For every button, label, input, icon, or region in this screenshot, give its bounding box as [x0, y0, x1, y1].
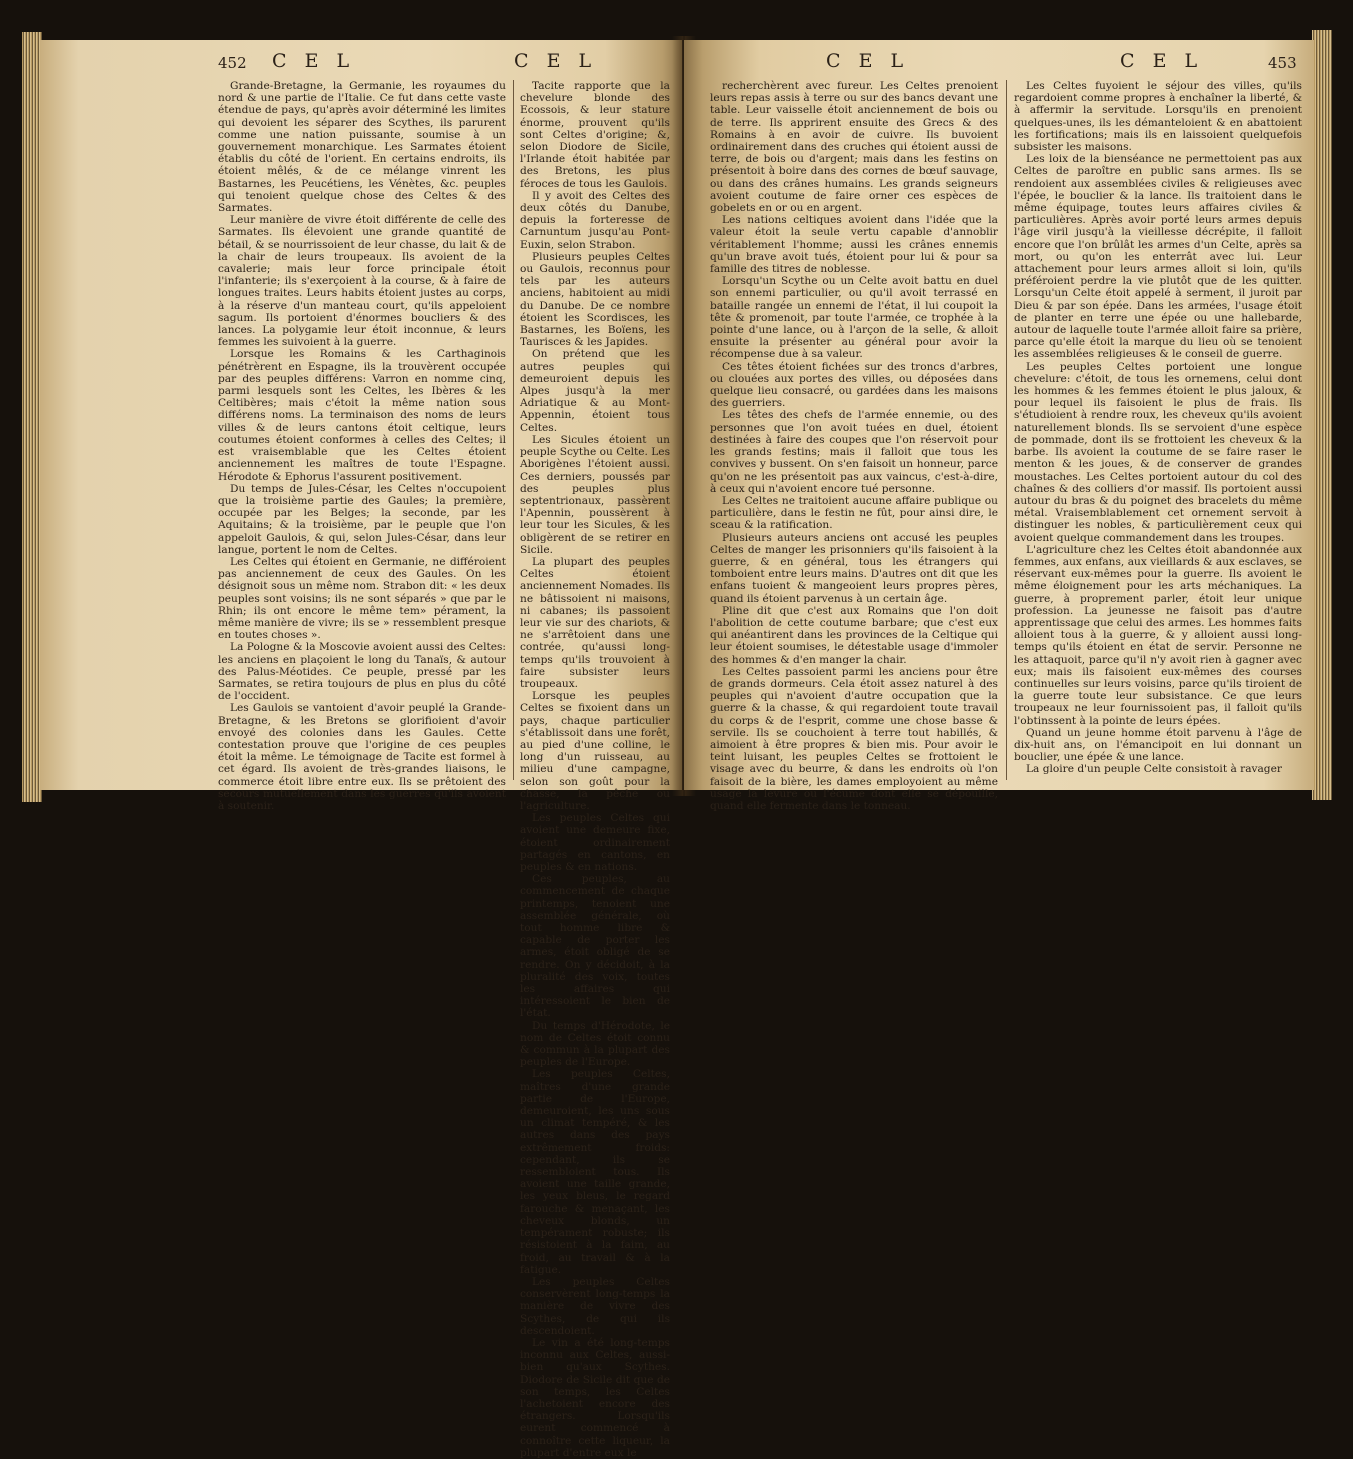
- left-page-column-2: [520, 80, 670, 1459]
- paragraph: Les têtes des chefs de l'armée ennemie, ou des personnes que l'on avoit tuées en duel, étoient destinées à faire des coupes que l'on réservoit pour les grands festins; mais il falloit que tous les convives y bussent. On s'en faisoit un honneur, parce qu'on ne les présentoit pas aux vaincus, c'est-à-dire, à ceux qui n'avoient encore tué personne.: [710, 409, 998, 495]
- page-number-left: 452: [218, 54, 247, 72]
- paragraph: Les Sicules étoient un peuple Scythe ou Celte. Les Aborigènes l'étoient aussi. Ces derniers, poussés par des peuples plus septentrionaux, passèrent l'Apennin, poussèrent à leur tour les Sicules, & les obligèrent de se retirer en Sicile.: [520, 433, 670, 556]
- paragraph: La gloire d'un peuple Celte consistoit à ravager: [1026, 763, 1282, 776]
- paragraph: Tacite rapporte que la chevelure blonde des Ecossois, & leur stature énorme, prouvent qu'ils sont Celtes d'origine; &, selon Diodore de Sicile, l'Irlande étoit habitée par des Bretons, les plus féroces de tous les Gaulois.: [520, 80, 670, 190]
- paragraph: recherchèrent avec fureur. Les Celtes prenoient leurs repas assis à terre ou sur des bancs devant une table. Leur vaisselle étoit anciennement de bois ou de terre. Ils apprirent ensuite des Grecs & des Romains à en avoir de cuivre. Ils buvoient ordinairement dans des cruches qui étoient aussi de terre, de bois ou d'argent; mais dans les festins on présentoit à boire dans des cornes de bœuf sauvage, ou dans des crânes humains. Les grands seigneurs avoient coutume de faire orner ces espèces de gobelets en or ou en argent.: [710, 80, 998, 215]
- paragraph: Les Celtes passoient parmi les anciens pour être de grands dormeurs. Cela étoit assez naturel à des peuples qui n'avoient d'autre occupation que la guerre & la chasse, & qui regardoient toute travail du corps & de l'esprit, comme une chose basse & servile. Ils se couchoient à terre tout habillés, & aimoient à être propres & bien mis. Pour avoir le teint luisant, les peuples Celtes se frottoient le visage avec du beurre, & dans les endroits où l'on faisoit de la bière, les dames employoient au même usage la levure ou l'écume dont elle se dépouille, quand elle fermente dans le tonneau.: [710, 665, 998, 812]
- paragraph: Ces têtes étoient fichées sur des troncs d'arbres, ou clouées aux portes des villes, ou déposées dans quelque lieu consacré, ou gardées dans les maisons des guerriers.: [710, 360, 998, 410]
- column-rule-right: [1006, 80, 1007, 780]
- paragraph: Le vin a été long-temps inconnu aux Celtes, aussi-bien qu'aux Scythes. Diodore de Sicile dit que de son temps, les Celtes l'achetoient encore des étrangers. Lorsqu'ils eurent commencé à connoître cette liqueur, la plupart d'entre eux le: [520, 1336, 670, 1459]
- left-page: [40, 40, 682, 1459]
- paragraph: Les Celtes fuyoient le séjour des villes, qu'ils regardoient comme propres à enchaîner la liberté, & à affermir la servitude. Lorsqu'ils en prenoient quelques-unes, ils les démanteloient & en abattoient les fortifications; mais ils en laissoient quelquefois subsister les maisons.: [1014, 80, 1302, 154]
- running-head-left-col2: C E L: [514, 50, 598, 72]
- paragraph: Ces peuples, au commencement de chaque printemps, tenoient une assemblée générale, où tout homme libre & capable de porter les armes, étoit obligé de se rendre. On y décidoit, à la pluralité des voix, toutes les affaires qui intéressoient le bien de l'état.: [520, 873, 670, 1020]
- right-page-column-1: [710, 80, 998, 812]
- right-page-edges: [1312, 30, 1332, 800]
- paragraph: Plusieurs auteurs anciens ont accusé les peuples Celtes de manger les prisonniers qu'ils faisoient à la guerre, & en général, tous les étrangers qui tomboient entre leurs mains. D'autres ont dit que les enfans tuoient & mangeoient leurs propres pères, quand ils étoient parvenus à un certain âge.: [710, 531, 998, 605]
- paragraph: L'agriculture chez les Celtes étoit abandonnée aux femmes, aux enfans, aux vieillards & aux esclaves, se réservant eux-mêmes pour la guerre. Ils avoient le même éloignement pour les arts méchaniques. La guerre, à proprement parler, étoit leur unique profession. La jeunesse ne faisoit pas d'autre apprentissage que celui des armes. Les hommes faits alloient tous à la guerre, & y alloient aussi long-temps qu'ils étoient en état de servir. Personne ne les attaquoit, parce qu'il n'y avoit rien à gagner avec eux; mais ils faisoient eux-mêmes des courses continuelles sur leurs voisins, parce qu'ils tiroient de la guerre toute leur subsistance. Ce que leurs troupeaux ne leur fournissoient pas, il falloit qu'ils l'obtinssent à la pointe de leurs épées.: [1014, 543, 1302, 727]
- paragraph: Plusieurs peuples Celtes ou Gaulois, reconnus pour tels par les auteurs anciens, habitoient au midi du Danube. De ce nombre étoient les Scordisces, les Bastarnes, les Boïens, les Taurisces & les Japides.: [520, 250, 670, 349]
- left-page-column-1: [218, 80, 506, 812]
- running-head-right-col1: C E L: [826, 50, 910, 72]
- paragraph: Grande-Bretagne, la Germanie, les royaumes du nord & une partie de l'Italie. Ce fut dans cette vaste étendue de pays, qu'après avoir déterminé les limites qui devoient les séparer des Scythes, ils parurent comme une nation puissante, soumise à un gouvernement monarchique. Les Sarmates étoient établis du côté de l'orient. En certains endroits, ils étoient mêlés, & de ce mélange vinrent les Bastarnes, les Peucétiens, les Vénètes, &c. peuples qui tenoient quelque chose des Celtes & des Sarmates.: [218, 80, 506, 215]
- paragraph: Les Celtes qui étoient en Germanie, ne différoient pas anciennement de ceux des Gaules. On les désignoit sous un même nom. Strabon dit: « les deux peuples sont voisins; ils ne sont séparés » que par le Rhin; ils ont encore le même tem» pérament, la même manière de vivre; ils se » ressemblent presque en toutes choses ».: [218, 555, 506, 642]
- paragraph: On prétend que les autres peuples qui demeuroient depuis les Alpes jusqu'à la mer Adriatique & au Mont-Appennin, étoient tous Celtes.: [520, 348, 670, 434]
- paragraph: Lorsque les Romains & les Carthaginois pénétrèrent en Espagne, ils la trouvèrent occupée par des peuples différens: Varron en nomme cinq, parmi lesquels sont les Celtes, les Ibères & les Celtibères; mais c'étoit la même nation sous différens noms. La terminaison des noms de leurs villes & de leurs cantons étoit celtique, leurs coutumes étoient conformes à celles des Celtes; il est vraisemblable que les Celtes étoient anciennement les maîtres de toute l'Espagne. Hérodote & Ephorus l'assurent positivement.: [218, 348, 506, 483]
- paragraph: Pline dit que c'est aux Romains que l'on doit l'abolition de cette coutume barbare; que c'est eux qui anéantirent dans les provinces de la Celtique qui leur étoient soumises, le détestable usage d'immoler des hommes & d'en manger la chair.: [710, 604, 998, 666]
- paragraph: Les peuples Celtes portoient une longue chevelure: c'étoit, de tous les ornemens, celui dont les hommes & les femmes étoient le plus jaloux, & pour lequel ils faisoient le plus de frais. Ils s'étudioient à rendre roux, les cheveux qu'ils avoient naturellement blonds. Ils se servoient d'une espèce de pommade, dont ils se frottoient les cheveux & la barbe. Ils avoient la coutume de se faire raser le menton & les joues, & de conserver de grandes moustaches. Les Celtes portoient autour du col des chaînes & des colliers d'or massif. Ils portoient aussi autour du bras & du poignet des bracelets du même métal. Vraisemblablement cet ornement servoit à distinguer les nobles, & particulièrement ceux qui avoient quelque commandement dans les troupes.: [1014, 360, 1302, 544]
- paragraph: Les Celtes ne traitoient aucune affaire publique ou particulière, dans le festin ne fût, pour ainsi dire, le sceau & la ratification.: [710, 494, 998, 532]
- paragraph: Quand un jeune homme étoit parvenu à l'âge de dix-huit ans, on l'émancipoit en lui donnant un bouclier, une épée & une lance.: [1014, 726, 1302, 764]
- paragraph: Les Gaulois se vantoient d'avoir peuplé la Grande-Bretagne, & les Bretons se glorifioient d'avoir envoyé des colonies dans les Gaules. Cette contestation prouve que l'origine de ces peuples étoit la même. Le témoignage de Tacite est formel à cet égard. Ils avoient de très-grandes liaisons, le commerce étoit libre entre eux. Ils se prêtoient des secours mutuellement dans les guerres qu'ils avoient à soutenir.: [218, 702, 506, 812]
- paragraph: Leur manière de vivre étoit différente de celle des Sarmates. Ils élevoient une grande quantité de bétail, & se nourrissoient de leur chasse, du lait & de la chair de leurs troupeaux. Ils avoient de la cavalerie; mais leur force principale étoit l'infanterie; ils s'exerçoient à la course, & à faire de longues traites. Leurs habits étoient justes au corps, à la réserve d'un manteau court, qu'ils appeloient sagum. Ils portoient d'énormes boucliers & des lances. La polygamie leur étoit inconnue, & leurs femmes les suivoient à la guerre.: [218, 214, 506, 349]
- paragraph: Lorsqu'un Scythe ou un Celte avoit battu en duel son ennemi particulier, ou qu'il avoit terrassé en bataille rangée un ennemi de l'état, il lui coupoit la tête & promenoit, par toute l'armée, ce trophée à la pointe d'une lance, ou à l'arçon de la selle, & alloit ensuite la présenter au général pour avoir la récompense due à sa valeur.: [710, 275, 998, 361]
- paragraph: Il y avoit des Celtes des deux côtés du Danube, depuis la forteresse de Carnuntum jusqu'au Pont-Euxin, selon Strabon.: [520, 189, 670, 251]
- right-page-column-2: [1014, 80, 1302, 790]
- paragraph: Les peuples Celtes qui avoient une demeure fixe, étoient ordinairement partagés en cantons, en peuples & en nations.: [520, 812, 670, 873]
- running-head-left-col1: C E L: [272, 50, 356, 72]
- left-page-edges: [22, 32, 42, 802]
- paragraph: Du temps de Jules-César, les Celtes n'occupoient que la troisième partie des Gaules; la première, occupée par les Belges; la seconde, par les Aquitains; & la troisième, par le peuple que l'on appeloit Gaulois, & qui, selon Jules-César, dans leur langue, portent le nom de Celtes.: [218, 482, 506, 556]
- paragraph: Les loix de la bienséance ne permettoient pas aux Celtes de paroître en public sans armes. Ils se rendoient aux assemblées civiles & religieuses avec l'épée, le bouclier & la lance. Ils traitoient dans le même équipage, toutes leurs affaires civiles & particulières. Après avoir porté leurs armes depuis l'âge viril jusqu'à la vieillesse décrépite, il falloit encore que l'on brûlât les armes d'un Celte, après sa mort, ou qu'on les enterrât avec lui. Leur attachement pour leurs armes alloit si loin, qu'ils préféroient perdre la vie plutôt que de les quitter. Lorsqu'un Celte étoit appelé à serment, il juroit par Dieu & par son épée. Dans les armées, l'usage étoit de planter en terre une épée ou une hallebarde, autour de laquelle toute l'armée alloit faire sa prière, parce qu'elle étoit la marque du lieu où se tenoient les assemblées religieuses & le conseil de guerre.: [1014, 153, 1302, 361]
- paragraph: La Pologne & la Moscovie avoient aussi des Celtes: les anciens en plaçoient le long du Tanaïs, & autour des Palus-Méotides. Ce peuple, pressé par les Sarmates, se retira toujours de plus en plus du côté de l'occident.: [218, 641, 506, 703]
- paragraph: La plupart des peuples Celtes étoient anciennement Nomades. Ils ne bâtissoient ni maisons, ni cabanes; ils passoient leur vie sur des chariots, & ne s'arrêtoient dans une contrée, qu'aussi long-temps qu'ils trouvoient à faire subsister leurs troupeaux.: [520, 555, 670, 690]
- page-number-right: 453: [1268, 54, 1297, 72]
- running-head-right-col2: C E L: [1120, 50, 1204, 72]
- paragraph: Du temps d'Hérodote, le nom de Celtes étoit connu & commun à la plupart des peuples de l'Europe.: [520, 1019, 670, 1069]
- paragraph: Les peuples Celtes conservèrent long-temps la manière de vivre des Scythes, de qui ils descendoient.: [520, 1275, 670, 1337]
- paragraph: Lorsque les peuples Celtes se fixoient dans un pays, chaque particulier s'établissoit dans une forêt, au pied d'une colline, le long d'un ruisseau, au milieu d'une campagne, selon son goût pour la chasse, la pêche ou l'agriculture.: [520, 690, 670, 812]
- paragraph: Les nations celtiques avoient dans l'idée que la valeur étoit la seule vertu capable d'annoblir véritablement l'homme; aussi les crânes ennemis qu'un brave avoit tués, étoient pour lui & pour sa famille des titres de noblesse.: [710, 214, 998, 276]
- paragraph: Les peuples Celtes, maîtres d'une grande partie de l'Europe, demeuroient, les uns sous un climat tempéré, & les autres dans des pays extrêmement froids: cependant, ils se ressembloient tous. Ils avoient une taille grande, les yeux bleus, le regard farouche & menaçant, les cheveux blonds, un tempérament robuste; ils résistoient à la faim, au froid, au travail & à la fatigue.: [520, 1068, 670, 1276]
- column-rule-left: [513, 80, 514, 780]
- right-page: [684, 40, 1314, 812]
